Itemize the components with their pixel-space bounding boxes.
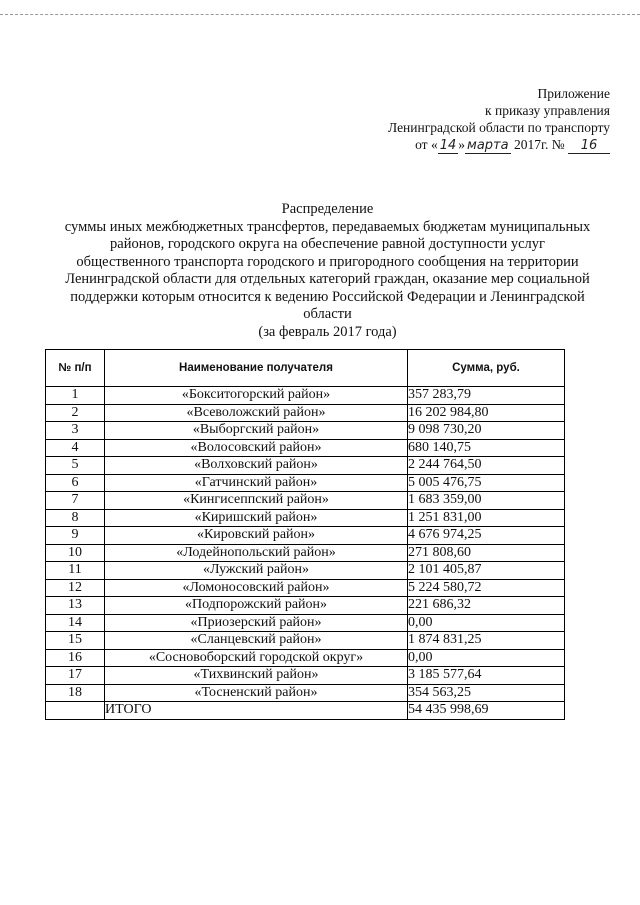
- row-num: 11: [46, 562, 105, 580]
- title-line: поддержки которым относится к ведению Российской Федерации и Ленинградской: [70, 288, 585, 305]
- row-num: 5: [46, 457, 105, 475]
- table-row: [46, 632, 565, 650]
- row-sum: 680 140,75: [408, 439, 565, 457]
- title-line: общественного транспорта городского и пригородного сообщения на территории: [76, 253, 579, 270]
- row-num: 8: [46, 509, 105, 527]
- row-name: «Тихвинский район»: [105, 667, 408, 685]
- title-line: районов, городского округа на обеспечение равной доступности услуг: [110, 236, 545, 252]
- table-row: [46, 457, 565, 475]
- row-name: «Лужский район»: [105, 562, 408, 580]
- header-name: Наименование получателя: [105, 350, 408, 387]
- row-num: 13: [46, 597, 105, 615]
- row-name: «Приозерский район»: [105, 614, 408, 632]
- row-sum: 2 244 764,50: [408, 457, 565, 475]
- order-number-handwritten: 16: [568, 139, 610, 154]
- row-name: «Подпорожский район»: [105, 597, 408, 615]
- row-name: «Гатчинский район»: [105, 474, 408, 492]
- table-row: [46, 667, 565, 685]
- row-sum: 0,00: [408, 649, 565, 667]
- row-sum: 354 563,25: [408, 684, 565, 702]
- row-sum: 2 101 405,87: [408, 562, 565, 580]
- table-row: [46, 684, 565, 702]
- row-num: 16: [46, 649, 105, 667]
- row-num: 4: [46, 439, 105, 457]
- row-sum: 5 005 476,75: [408, 474, 565, 492]
- order-month-handwritten: марта: [467, 138, 509, 153]
- row-name: «Кингисеппский район»: [105, 492, 408, 510]
- row-sum: 1 874 831,25: [408, 632, 565, 650]
- row-sum: 16 202 984,80: [408, 404, 565, 422]
- title-line: области: [303, 306, 352, 322]
- row-num: 1: [46, 387, 105, 405]
- header-sum: Сумма, руб.: [408, 350, 565, 387]
- row-num: 2: [46, 404, 105, 422]
- row-sum: 271 808,60: [408, 544, 565, 562]
- row-sum: 221 686,32: [408, 597, 565, 615]
- table-row: [46, 527, 565, 545]
- row-sum: 3 185 577,64: [408, 667, 565, 685]
- row-num: 14: [46, 614, 105, 632]
- row-num: 10: [46, 544, 105, 562]
- title-line: Ленинградской области для отдельных категорий граждан, оказание мер социальной: [65, 271, 590, 287]
- table-row: [46, 404, 565, 422]
- row-num: 6: [46, 474, 105, 492]
- table-row: [46, 509, 565, 527]
- row-num: 7: [46, 492, 105, 510]
- row-name: «Лодейнопольский район»: [105, 544, 408, 562]
- row-name: «Волосовский район»: [105, 439, 408, 457]
- appendix-order-date: [340, 136, 610, 154]
- row-num: 3: [46, 422, 105, 440]
- total-label: ИТОГО: [105, 702, 408, 720]
- row-sum: 4 676 974,25: [408, 527, 565, 545]
- scan-edge-line: [0, 14, 640, 16]
- row-num: 17: [46, 667, 105, 685]
- title-heading: Распределение: [281, 201, 374, 217]
- table-row: [46, 614, 565, 632]
- table-row: [46, 649, 565, 667]
- row-sum: 0,00: [408, 614, 565, 632]
- table-row: [46, 439, 565, 457]
- row-sum: 5 224 580,72: [408, 579, 565, 597]
- table-row: [46, 422, 565, 440]
- row-num: 18: [46, 684, 105, 702]
- row-name: «Бокситогорский район»: [105, 387, 408, 405]
- distribution-title: [40, 201, 615, 341]
- appendix-order-ref: к приказу управления: [485, 103, 610, 118]
- row-num: 15: [46, 632, 105, 650]
- row-name: «Ломоносовский район»: [105, 579, 408, 597]
- row-name: «Сланцевский район»: [105, 632, 408, 650]
- order-day-handwritten: 14: [439, 138, 457, 153]
- order-year-no: 2017г. №: [513, 137, 565, 152]
- order-sep: »: [458, 137, 466, 152]
- row-name: «Сосновоборский городской округ»: [105, 649, 408, 667]
- row-sum: 1 251 831,00: [408, 509, 565, 527]
- appendix-header: [340, 85, 610, 154]
- table-row: [46, 562, 565, 580]
- row-sum: 357 283,79: [408, 387, 565, 405]
- title-period: (за февраль 2017 года): [258, 323, 397, 340]
- appendix-title: Приложение: [537, 86, 610, 101]
- table-row: [46, 387, 565, 405]
- table-row: [46, 544, 565, 562]
- row-num: 9: [46, 527, 105, 545]
- total-sum: 54 435 998,69: [408, 702, 565, 720]
- row-num: 12: [46, 579, 105, 597]
- row-name: «Тосненский район»: [105, 684, 408, 702]
- row-sum: 9 098 730,20: [408, 422, 565, 440]
- recipients-table: [45, 349, 565, 720]
- row-name: «Кировский район»: [105, 527, 408, 545]
- total-num-empty: [46, 702, 105, 720]
- table-row: [46, 597, 565, 615]
- row-name: «Волховский район»: [105, 457, 408, 475]
- order-prefix: от «: [415, 137, 438, 152]
- table-row: [46, 474, 565, 492]
- row-name: «Киришский район»: [105, 509, 408, 527]
- title-line: суммы иных межбюджетных трансфертов, передаваемых бюджетам муниципальных: [64, 218, 591, 235]
- header-num: № п/п: [46, 350, 105, 387]
- table-row: [46, 492, 565, 510]
- table-total-row: [46, 702, 565, 720]
- appendix-department: Ленинградской области по транспорту: [388, 120, 610, 135]
- row-name: «Всеволожский район»: [105, 404, 408, 422]
- table-row: [46, 579, 565, 597]
- row-name: «Выборгский район»: [105, 422, 408, 440]
- table-header-row: [46, 350, 565, 387]
- row-sum: 1 683 359,00: [408, 492, 565, 510]
